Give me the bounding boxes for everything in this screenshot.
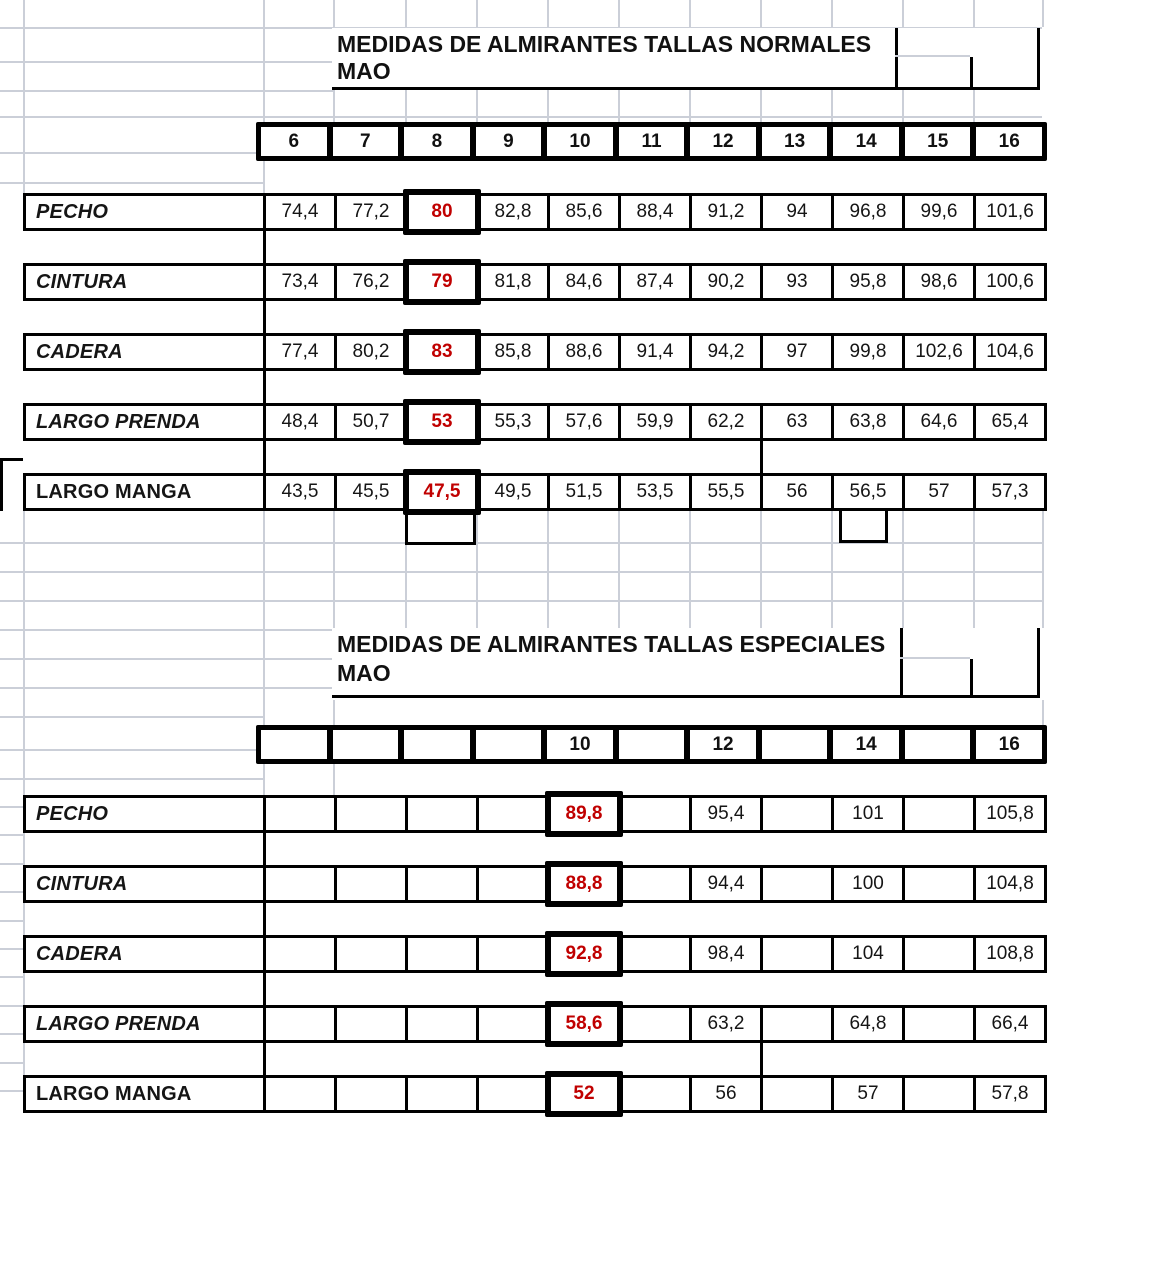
measure-cell[interactable]: 53,5 [618, 473, 692, 511]
gridline[interactable] [333, 763, 335, 795]
table-title-tallas-especiales[interactable] [332, 628, 1040, 698]
measure-cell[interactable]: 91,2 [689, 193, 763, 231]
measure-cell[interactable]: 105,8 [973, 795, 1047, 833]
measure-cell[interactable]: 98,6 [902, 263, 976, 301]
size-header-cell[interactable]: 10 [547, 127, 613, 156]
highlight-measure-cell[interactable]: 89,8 [545, 791, 623, 837]
size-header-cell[interactable]: 8 [404, 127, 470, 156]
highlight-measure-cell[interactable]: 83 [403, 329, 481, 375]
gridline[interactable] [689, 0, 691, 27]
table-title-line2: MAO [337, 660, 391, 686]
size-header-cell[interactable]: 10 [547, 730, 613, 759]
gridline[interactable] [973, 0, 975, 27]
measure-cell[interactable]: 94,2 [689, 333, 763, 371]
gridline[interactable] [0, 863, 23, 865]
gridline[interactable] [0, 1033, 23, 1035]
size-header-cell[interactable]: 9 [476, 127, 542, 156]
highlight-measure-cell[interactable]: 80 [403, 189, 481, 235]
size-header-cell[interactable]: 16 [976, 730, 1042, 759]
measure-cell[interactable] [760, 935, 834, 973]
gridline[interactable] [0, 891, 23, 893]
measure-cell[interactable]: 64,8 [831, 1005, 905, 1043]
measure-cell[interactable] [263, 935, 337, 973]
measure-cell[interactable]: 88,6 [547, 333, 621, 371]
measure-cell[interactable] [902, 935, 976, 973]
measure-cell[interactable]: 73,4 [263, 263, 337, 301]
gridline[interactable] [902, 0, 904, 27]
highlight-measure-cell[interactable]: 92,8 [545, 931, 623, 977]
gridline[interactable] [405, 90, 407, 122]
row-label-largo-prenda[interactable]: LARGO PRENDA [23, 1005, 266, 1043]
measure-cell[interactable] [405, 1075, 479, 1113]
measure-cell[interactable] [476, 795, 550, 833]
title-cell-divider [895, 28, 898, 87]
gridline[interactable] [0, 687, 333, 689]
measure-cell[interactable]: 77,4 [263, 333, 337, 371]
measure-cell[interactable] [476, 1075, 550, 1113]
measure-cell[interactable] [476, 865, 550, 903]
gridline[interactable] [0, 1062, 23, 1064]
measure-cell[interactable] [618, 1075, 692, 1113]
measure-cell[interactable]: 64,6 [902, 403, 976, 441]
gridline[interactable] [689, 90, 691, 122]
measure-cell[interactable]: 93 [760, 263, 834, 301]
row-label-largo-prenda[interactable]: LARGO PRENDA [23, 403, 266, 441]
size-header-cell[interactable]: 12 [690, 127, 756, 156]
size-header-cell[interactable] [905, 730, 971, 759]
gridline[interactable] [476, 511, 478, 628]
measure-cell[interactable]: 55,5 [689, 473, 763, 511]
measure-cell[interactable]: 65,4 [973, 403, 1047, 441]
gridline[interactable] [0, 749, 256, 751]
measure-cell[interactable]: 104,6 [973, 333, 1047, 371]
row-label-largo-manga[interactable]: LARGO MANGA [23, 473, 266, 511]
measure-cell[interactable]: 94,4 [689, 865, 763, 903]
measure-cell[interactable] [760, 1075, 834, 1113]
measure-cell[interactable]: 100,6 [973, 263, 1047, 301]
size-header-cell[interactable] [619, 730, 685, 759]
measure-cell[interactable]: 56 [689, 1075, 763, 1113]
cell-border-line[interactable] [0, 458, 3, 511]
cell-border-line[interactable] [0, 458, 23, 461]
measure-cell[interactable]: 108,8 [973, 935, 1047, 973]
row-label-pecho[interactable]: PECHO [23, 193, 266, 231]
measure-cell[interactable] [334, 935, 408, 973]
gridline[interactable] [547, 0, 549, 27]
cell-border-line[interactable] [760, 441, 763, 473]
gridline[interactable] [1042, 0, 1044, 27]
gridline[interactable] [973, 90, 975, 122]
measure-cell[interactable] [476, 1005, 550, 1043]
measure-cell[interactable]: 50,7 [334, 403, 408, 441]
measure-cell[interactable]: 76,2 [334, 263, 408, 301]
measure-cell[interactable]: 95,8 [831, 263, 905, 301]
measure-cell[interactable]: 87,4 [618, 263, 692, 301]
row-label-cadera[interactable]: CADERA [23, 333, 266, 371]
measure-cell[interactable] [902, 795, 976, 833]
gridline[interactable] [902, 90, 904, 122]
measure-cell[interactable]: 85,6 [547, 193, 621, 231]
gridline[interactable] [0, 571, 1042, 573]
measure-cell[interactable]: 51,5 [547, 473, 621, 511]
measure-cell[interactable] [263, 1005, 337, 1043]
size-header-cell[interactable]: 14 [833, 127, 899, 156]
size-header-cell[interactable] [333, 730, 399, 759]
measure-cell[interactable] [618, 865, 692, 903]
measure-cell[interactable]: 77,2 [334, 193, 408, 231]
table-title-line2: MAO [337, 58, 391, 84]
gridline[interactable] [902, 511, 904, 628]
measure-cell[interactable]: 88,4 [618, 193, 692, 231]
gridline[interactable] [0, 778, 263, 780]
gridline[interactable] [0, 1005, 23, 1007]
measure-cell[interactable] [760, 865, 834, 903]
size-header-cell[interactable] [404, 730, 470, 759]
gridline[interactable] [476, 90, 478, 122]
gridline[interactable] [405, 0, 407, 27]
measure-cell[interactable] [263, 865, 337, 903]
highlight-measure-cell[interactable]: 88,8 [545, 861, 623, 907]
empty-cell-outline[interactable] [405, 511, 476, 545]
size-header-row-tallas-normales[interactable] [256, 122, 1047, 161]
measure-cell[interactable] [334, 865, 408, 903]
title-cell-divider [970, 57, 973, 87]
size-header-cell[interactable]: 14 [833, 730, 899, 759]
measure-cell[interactable]: 74,4 [263, 193, 337, 231]
measure-cell[interactable] [263, 795, 337, 833]
table-title-line1: MEDIDAS DE ALMIRANTES TALLAS NORMALES [337, 31, 872, 57]
measure-cell[interactable]: 48,4 [263, 403, 337, 441]
measure-cell[interactable]: 95,4 [689, 795, 763, 833]
size-header-cell[interactable]: 11 [619, 127, 685, 156]
gridline[interactable] [831, 0, 833, 27]
measure-cell[interactable]: 57,3 [973, 473, 1047, 511]
gridline[interactable] [0, 948, 23, 950]
gridline[interactable] [547, 511, 549, 628]
gridline [900, 657, 970, 659]
gridline[interactable] [333, 511, 335, 628]
measure-cell[interactable]: 66,4 [973, 1005, 1047, 1043]
row-label-pecho[interactable]: PECHO [23, 795, 266, 833]
measure-cell[interactable]: 96,8 [831, 193, 905, 231]
measure-cell[interactable]: 84,6 [547, 263, 621, 301]
measure-cell[interactable]: 57,8 [973, 1075, 1047, 1113]
highlight-measure-cell[interactable]: 53 [403, 399, 481, 445]
measure-cell[interactable]: 43,5 [263, 473, 337, 511]
measure-cell[interactable]: 85,8 [476, 333, 550, 371]
gridline[interactable] [1042, 700, 1044, 725]
measure-cell[interactable] [618, 795, 692, 833]
measure-cell[interactable]: 97 [760, 333, 834, 371]
measure-cell[interactable] [902, 865, 976, 903]
gridline[interactable] [263, 511, 265, 725]
measure-cell[interactable] [334, 1005, 408, 1043]
row-label-cadera[interactable]: CADERA [23, 935, 266, 973]
measure-cell[interactable] [334, 1075, 408, 1113]
gridline[interactable] [689, 511, 691, 628]
gridline[interactable] [333, 0, 335, 28]
measure-cell[interactable]: 45,5 [334, 473, 408, 511]
measure-cell[interactable]: 55,3 [476, 403, 550, 441]
measure-cell[interactable]: 94 [760, 193, 834, 231]
measure-cell[interactable] [263, 1075, 337, 1113]
size-header-cell[interactable] [762, 730, 828, 759]
measure-cell[interactable]: 82,8 [476, 193, 550, 231]
size-header-cell[interactable]: 16 [976, 127, 1042, 156]
measure-cell[interactable]: 57,6 [547, 403, 621, 441]
gridline[interactable] [0, 182, 263, 184]
measure-cell[interactable]: 102,6 [902, 333, 976, 371]
gridline[interactable] [0, 629, 333, 631]
measure-cell[interactable]: 81,8 [476, 263, 550, 301]
measure-cell[interactable] [760, 1005, 834, 1043]
size-header-cell[interactable] [476, 730, 542, 759]
measure-cell[interactable]: 91,4 [618, 333, 692, 371]
measure-cell[interactable]: 62,2 [689, 403, 763, 441]
gridline[interactable] [333, 700, 335, 725]
cell-border-line[interactable] [760, 1043, 763, 1075]
measure-cell[interactable]: 104 [831, 935, 905, 973]
measure-cell[interactable]: 101,6 [973, 193, 1047, 231]
measure-cell[interactable]: 59,9 [618, 403, 692, 441]
table-title-tallas-normales[interactable] [332, 28, 1040, 90]
gridline[interactable] [1042, 511, 1044, 628]
size-header-cell[interactable]: 13 [762, 127, 828, 156]
gridline[interactable] [618, 511, 620, 628]
measure-cell[interactable]: 56,5 [831, 473, 905, 511]
measure-cell[interactable]: 99,6 [902, 193, 976, 231]
gridline[interactable] [0, 834, 23, 836]
gridline[interactable] [263, 0, 265, 122]
gridline[interactable] [0, 152, 256, 154]
highlight-measure-cell[interactable]: 52 [545, 1071, 623, 1117]
size-header-cell[interactable]: 12 [690, 730, 756, 759]
measure-cell[interactable]: 100 [831, 865, 905, 903]
gridline[interactable] [23, 0, 25, 193]
highlight-measure-cell[interactable]: 79 [403, 259, 481, 305]
measure-cell[interactable]: 99,8 [831, 333, 905, 371]
measure-cell[interactable]: 63 [760, 403, 834, 441]
gridline[interactable] [0, 658, 333, 660]
gridline [895, 55, 970, 57]
gridline[interactable] [0, 61, 333, 63]
measure-cell[interactable] [405, 935, 479, 973]
gridline[interactable] [831, 511, 833, 628]
gridline[interactable] [0, 600, 1042, 602]
gridline[interactable] [0, 716, 263, 718]
gridline[interactable] [618, 90, 620, 122]
measure-cell[interactable]: 63,8 [831, 403, 905, 441]
gridline[interactable] [0, 1090, 23, 1092]
measure-cell[interactable] [902, 1075, 976, 1113]
gridline[interactable] [618, 0, 620, 27]
measure-cell[interactable]: 80,2 [334, 333, 408, 371]
measure-cell[interactable]: 57 [831, 1075, 905, 1113]
size-header-cell[interactable]: 6 [261, 127, 327, 156]
size-header-cell[interactable]: 7 [333, 127, 399, 156]
row-label-cintura[interactable]: CINTURA [23, 263, 266, 301]
measure-cell[interactable]: 63,2 [689, 1005, 763, 1043]
measure-cell[interactable]: 90,2 [689, 263, 763, 301]
measure-cell[interactable] [618, 1005, 692, 1043]
measure-cell[interactable]: 104,8 [973, 865, 1047, 903]
highlight-measure-cell[interactable]: 58,6 [545, 1001, 623, 1047]
measure-cell[interactable]: 57 [902, 473, 976, 511]
measure-cell[interactable]: 56 [760, 473, 834, 511]
gridline[interactable] [476, 0, 478, 27]
gridline[interactable] [760, 90, 762, 122]
measure-cell[interactable] [618, 935, 692, 973]
gridline[interactable] [0, 920, 23, 922]
size-header-row-tallas-especiales[interactable] [256, 725, 1047, 764]
measure-cell[interactable] [405, 865, 479, 903]
table-title-line1: MEDIDAS DE ALMIRANTES TALLAS ESPECIALES [337, 631, 886, 657]
gridline[interactable] [263, 763, 265, 795]
size-header-cell[interactable]: 15 [905, 127, 971, 156]
measure-cell[interactable]: 98,4 [689, 935, 763, 973]
measure-cell[interactable]: 101 [831, 795, 905, 833]
gridline[interactable] [333, 90, 335, 122]
measure-cell[interactable]: 49,5 [476, 473, 550, 511]
measure-cell[interactable] [476, 935, 550, 973]
gridline[interactable] [831, 90, 833, 122]
title-cell-divider [970, 659, 973, 695]
gridline[interactable] [760, 511, 762, 628]
gridline[interactable] [0, 90, 333, 92]
row-label-cintura[interactable]: CINTURA [23, 865, 266, 903]
gridline[interactable] [0, 116, 1042, 118]
gridline[interactable] [547, 90, 549, 122]
measure-cell[interactable] [405, 1005, 479, 1043]
measure-cell[interactable] [760, 795, 834, 833]
measure-cell[interactable] [405, 795, 479, 833]
gridline[interactable] [973, 511, 975, 628]
size-header-cell[interactable] [261, 730, 327, 759]
gridline[interactable] [0, 806, 23, 808]
highlight-measure-cell[interactable]: 47,5 [403, 469, 481, 515]
gridline[interactable] [263, 161, 265, 193]
gridline[interactable] [0, 976, 23, 978]
measure-cell[interactable] [334, 795, 408, 833]
title-cell-divider [900, 628, 903, 695]
empty-cell-outline[interactable] [839, 511, 888, 543]
row-label-largo-manga[interactable]: LARGO MANGA [23, 1075, 266, 1113]
measure-cell[interactable] [902, 1005, 976, 1043]
gridline[interactable] [760, 0, 762, 27]
